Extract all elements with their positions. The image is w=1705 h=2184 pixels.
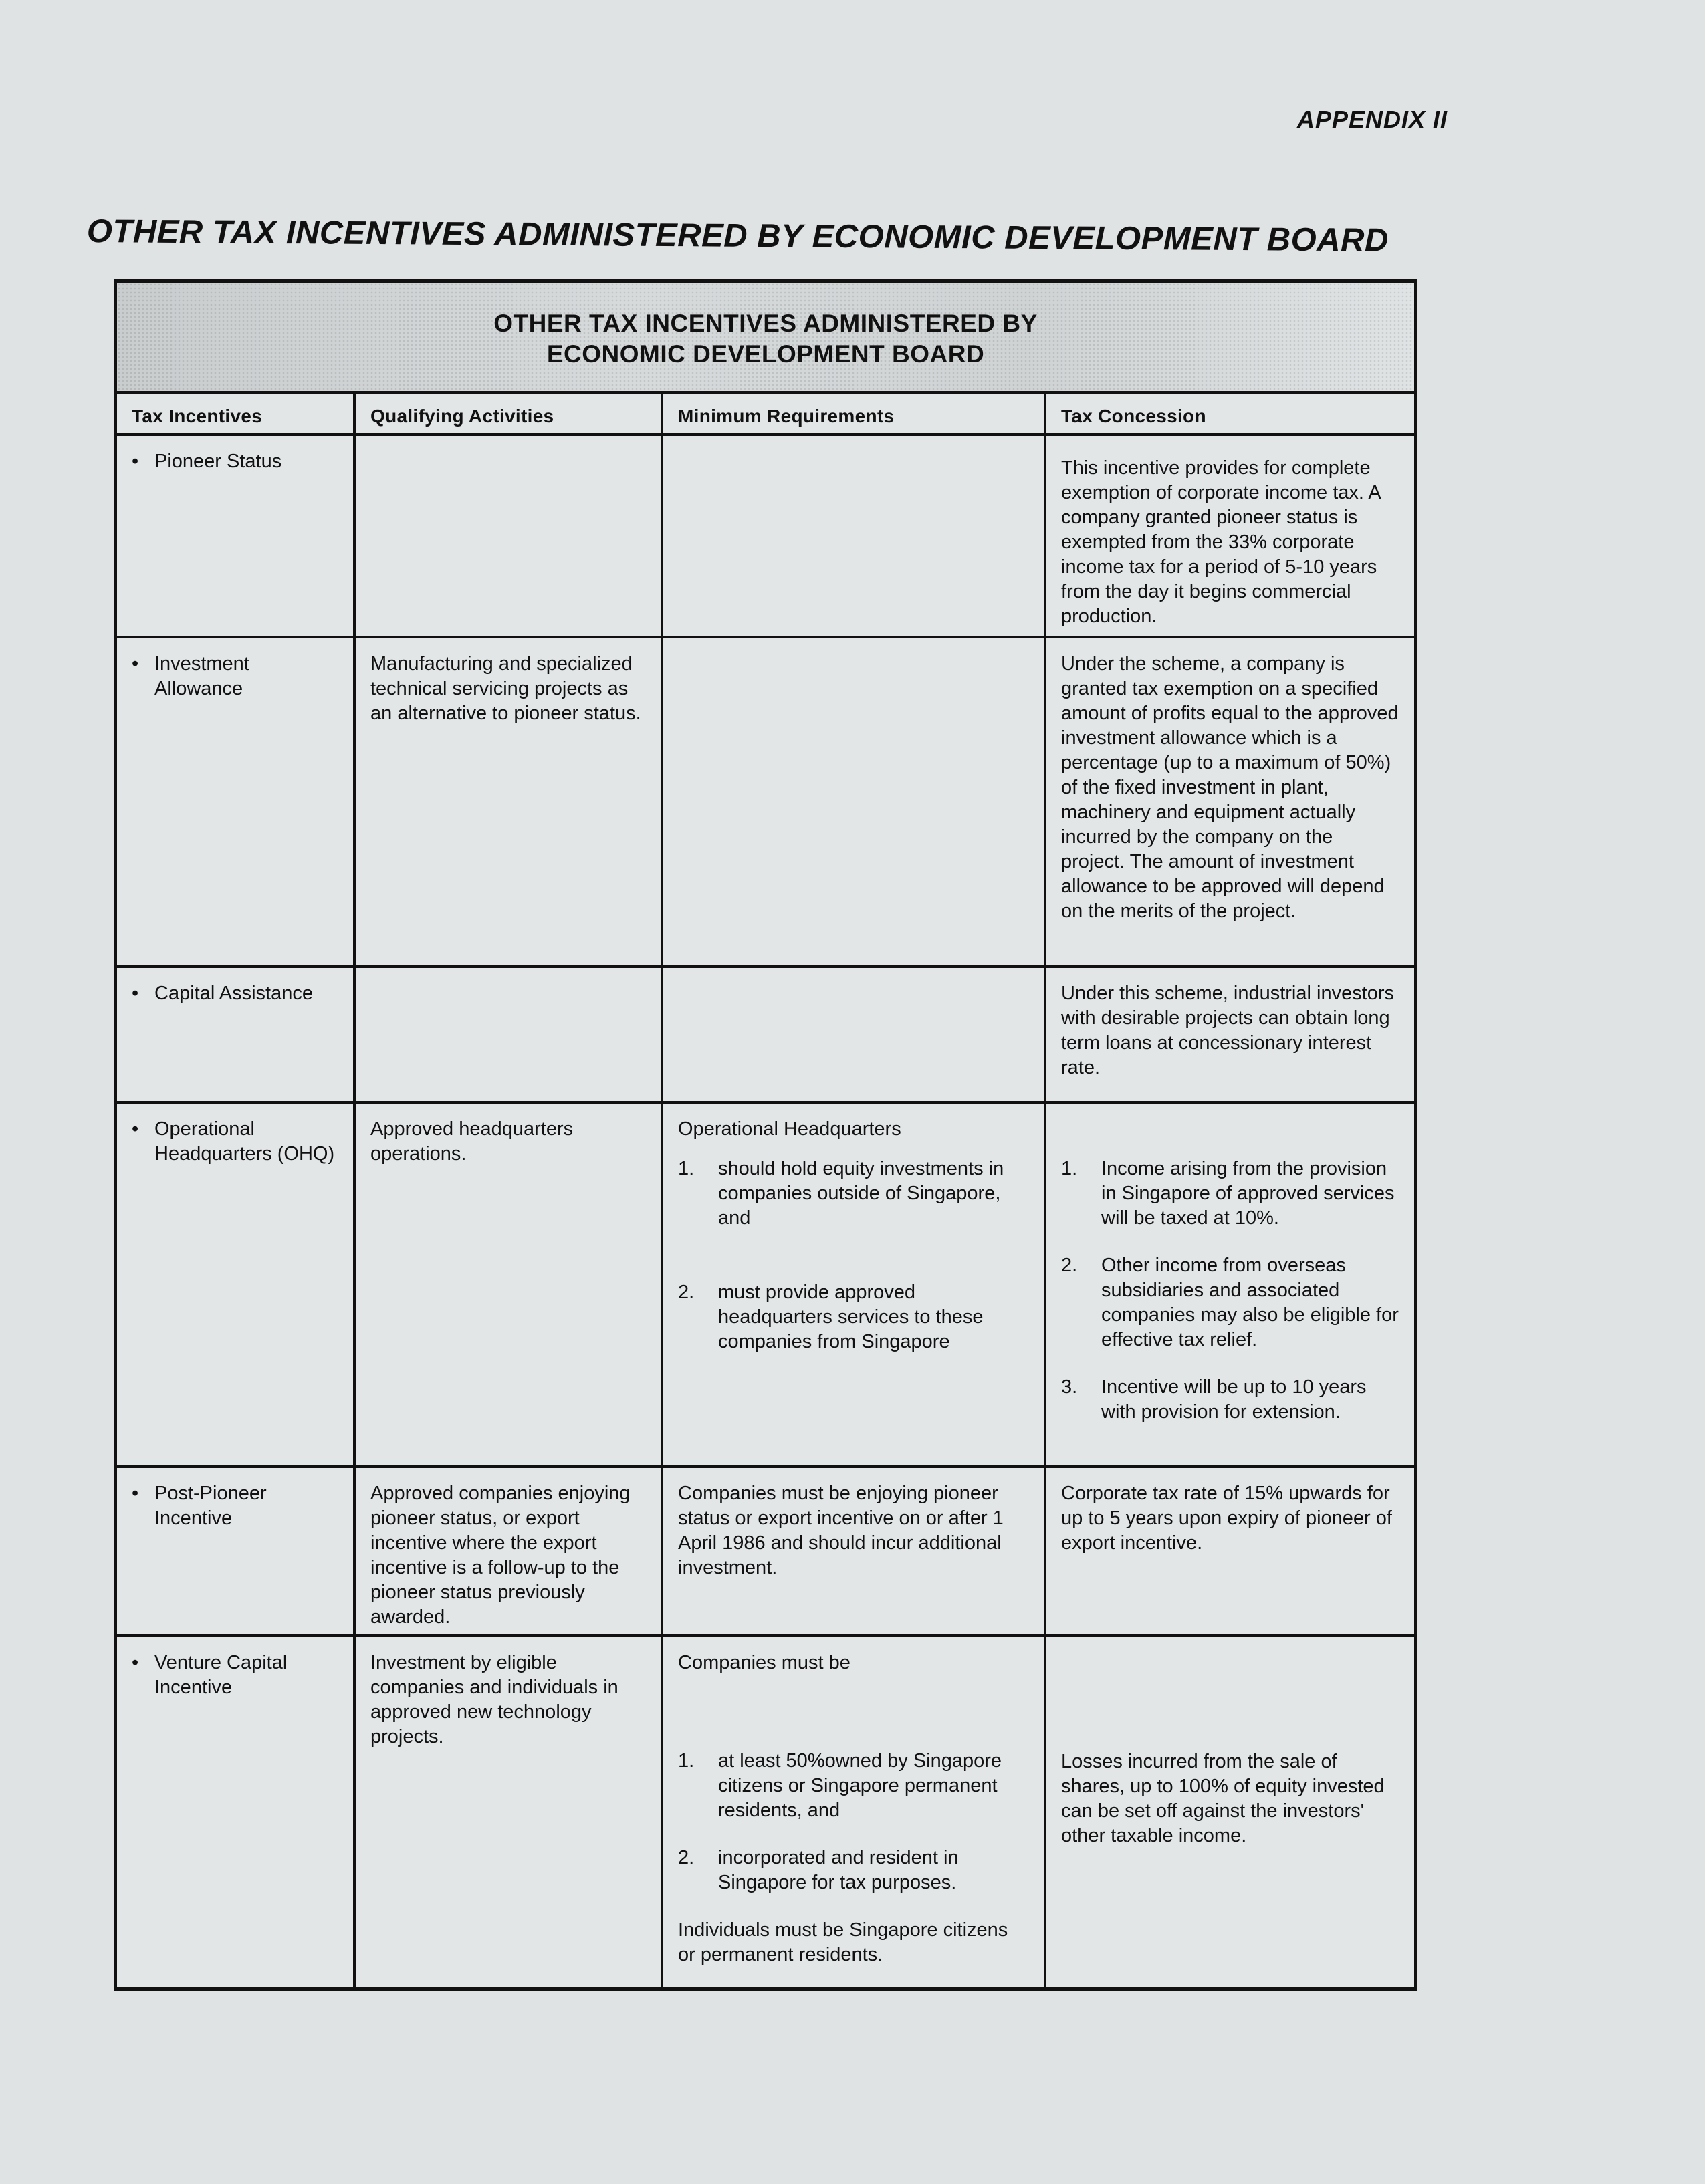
incentives-table [114,279,1417,1991]
header-qualifying-activities: Qualifying Activities [356,394,663,436]
list-item-number: 1. [678,1158,695,1179]
table-row-incentive [117,1104,356,1468]
header-minimum-requirements: Minimum Requirements [663,394,1046,436]
list-item-number: 2. [678,1847,695,1868]
appendix-label: APPENDIX II [1297,106,1448,133]
requirements-intro: Companies must be [678,1652,850,1673]
tax-concession-cell: Under the scheme, a company is granted tax exemption on a specified amount of profits equal to the approved investment allowance which is a percentage (up to a maximum of 50%) of the fixed investment in plant, machinery and equipment actually incurred by the company on the project. The amount of investment allowance to be approved will depend on the merits of the project. [1046,638,1414,968]
qualifying-activities-cell: Approved companies enjoying pioneer status, or export incentive where the export incentive is a follow-up to the pioneer status previously awarded. [356,1468,663,1637]
incentive-name: Pioneer Status [154,451,282,472]
header-tax-incentives: Tax Incentives [117,394,356,436]
tax-concession-cell [1046,436,1414,638]
list-item-text: Income arising from the provision in Singapore of approved services will be taxed at 10%. [1101,1158,1395,1229]
minimum-requirements-cell [663,1637,1046,1987]
table-row-incentive [117,1637,356,1987]
banner-line-1: OTHER TAX INCENTIVES ADMINISTERED BY [493,310,1038,337]
tax-concession-cell [1046,1637,1414,1987]
bullet-icon: • [132,1483,139,1504]
list-item-text: Other income from overseas subsidiaries and associated companies may also be eligible for effective tax relief. [1101,1255,1399,1350]
incentive-name: Post-Pioneer Incentive [154,1483,267,1529]
bullet-icon: • [132,451,139,472]
bullet-icon: • [132,983,139,1004]
list-item-text: at least 50%owned by Singapore citizens or Singapore permanent residents, and [718,1750,1002,1821]
list-item-text: should hold equity investments in companies outside of Singapore, and [718,1158,1004,1229]
incentive-name: Operational Headquarters (OHQ) [154,1118,335,1165]
minimum-requirements-cell [663,968,1046,1104]
table-grid [117,394,1414,1987]
list-item-number: 1. [678,1750,695,1772]
requirements-outro: Individuals must be Singapore citizens or permanent residents. [678,1919,1008,1965]
list-item-number: 2. [678,1282,695,1303]
table-banner [117,283,1414,394]
list-item [678,1280,1030,1354]
list-item-number: 2. [1061,1255,1078,1276]
minimum-requirements-cell [663,638,1046,968]
incentive-name: Investment Allowance [154,653,249,699]
tax-concession-text: Losses incurred from the sale of shares, up to 100% of equity invested can be set off against the investors' other taxable income. [1061,1751,1385,1846]
tax-concession-text: This incentive provides for complete exemption of corporate income tax. A company granted pioneer status is exempted from the 33% corporate income tax for a period of 5-10 years from the day it begins commercial production. [1061,457,1381,627]
list-item [678,1749,1030,1823]
list-item [678,1157,1030,1231]
banner-line-2: ECONOMIC DEVELOPMENT BOARD [546,340,985,368]
requirements-intro: Operational Headquarters [678,1118,901,1140]
table-row-incentive [117,1468,356,1637]
minimum-requirements-cell: Companies must be enjoying pioneer status or export incentive on or after 1 April 1986 and should incur additional investment. [663,1468,1046,1637]
minimum-requirements-cell [663,1104,1046,1468]
list-item-text: must provide approved headquarters services to these companies from Singapore [718,1282,984,1352]
list-item-number: 1. [1061,1158,1078,1179]
incentive-name: Capital Assistance [154,983,313,1004]
incentive-name: Venture Capital Incentive [154,1652,288,1698]
bullet-icon: • [132,653,139,675]
minimum-requirements-cell [663,436,1046,638]
table-row-incentive [117,968,356,1104]
tax-concession-cell: Under this scheme, industrial investors with desirable projects can obtain long term loans at concessionary interest rate. [1046,968,1414,1104]
qualifying-activities-cell [356,968,663,1104]
bullet-icon: • [132,1652,139,1673]
qualifying-activities-cell: Manufacturing and specialized technical servicing projects as an alternative to pioneer status. [356,638,663,968]
list-item-text: Incentive will be up to 10 years with provision for extension. [1101,1376,1367,1423]
header-tax-concession: Tax Concession [1046,394,1414,436]
bullet-icon: • [132,1118,139,1140]
list-item [1061,1375,1401,1425]
list-item [1061,1157,1401,1231]
qualifying-activities-cell: Investment by eligible companies and individuals in approved new technology projects. [356,1637,663,1987]
qualifying-activities-cell: Approved headquarters operations. [356,1104,663,1468]
list-item [678,1846,1030,1895]
list-item-text: incorporated and resident in Singapore for tax purposes. [718,1847,959,1893]
table-row-incentive [117,638,356,968]
page-title: OTHER TAX INCENTIVES ADMINISTERED BY ECONOMIC DEVELOPMENT BOARD [86,213,1389,259]
list-item-number: 3. [1061,1376,1078,1398]
tax-concession-cell: Corporate tax rate of 15% upwards for up to 5 years upon expiry of pioneer of export incentive. [1046,1468,1414,1637]
tax-concession-cell [1046,1104,1414,1468]
qualifying-activities-cell [356,436,663,638]
table-row-incentive [117,436,356,638]
list-item [1061,1253,1401,1352]
